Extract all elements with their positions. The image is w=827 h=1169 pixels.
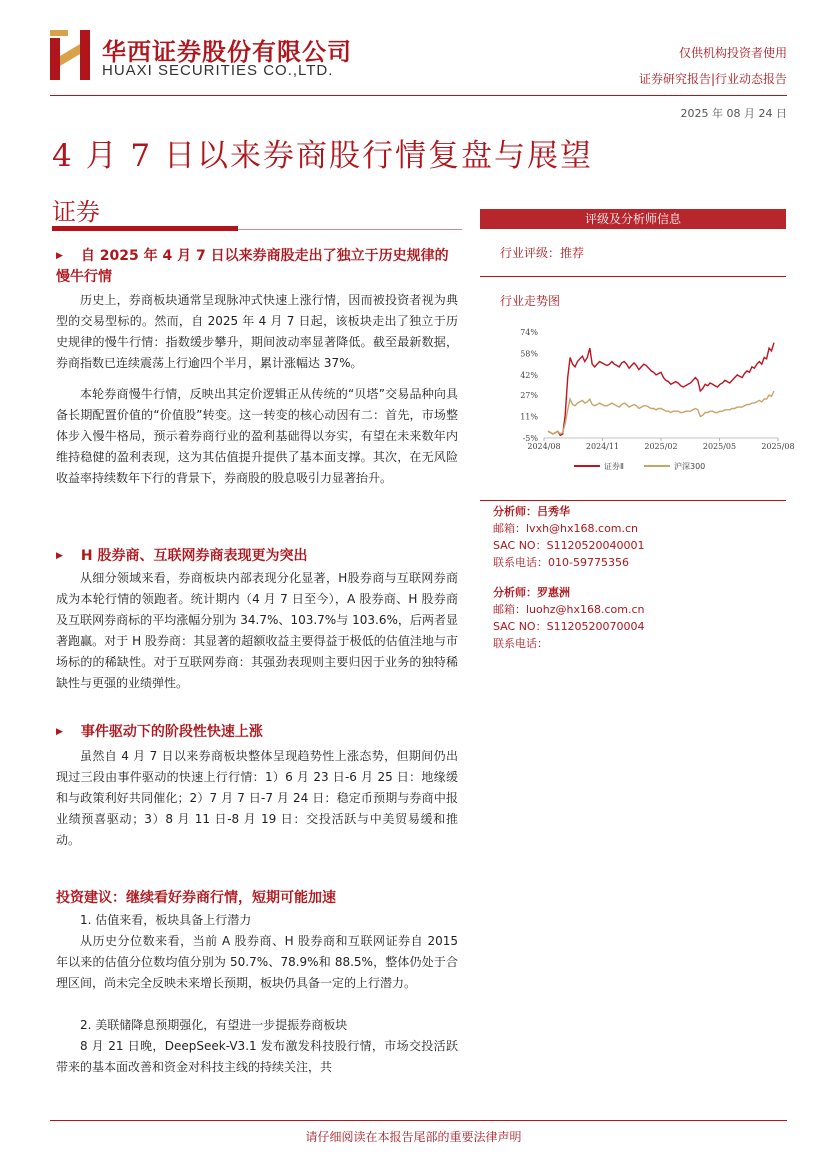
y-tick-label: 74% [520,328,538,337]
header-divider [50,95,787,96]
report-type: 证券研究报告|行业动态报告 [638,72,787,86]
y-tick-label: 11% [520,412,538,422]
analyst-card-1 [493,503,645,571]
x-tick-label: 2025/02 [644,442,678,451]
y-tick-label: 27% [520,391,538,401]
analyst-card-2 [493,584,645,652]
series-line-2 [548,391,774,434]
investment-paragraph-1: 从历史分位数来看，当前 A 股券商、H 股券商和互联网证券自 2015 年以来的估值分位数均值分别为 50.7%、78.9%和 88.5%，整体仍处于合理区间，尚未完全反映未来增长预期，板块仍具备一定的上行潜力。 [56,934,458,990]
legend-label: 沪深300 [674,462,706,471]
huaxi-logo-icon [50,30,94,80]
analyst-email: 邮箱：luohz@hx168.com.cn [493,603,645,616]
y-tick-label: -5% [522,434,538,443]
triangle-bullet-icon: ▶ [56,551,63,561]
legal-notice-footer: 请仔细阅读在本报告尾部的重要法律声明 [305,1130,522,1144]
analyst-email: 邮箱：lvxh@hx168.com.cn [493,522,639,535]
x-tick-label: 2025/05 [702,442,737,451]
y-tick-label: 58% [520,349,538,359]
investment-paragraph-2: 8 月 21 日晚，DeepSeek-V3.1 发布激发科技股行情，市场交投活跃带来的基本面改善和资金对科技主线的持续关注，共 [56,1039,458,1074]
section-heading-3: ▶ 事件驱动下的阶段性快速上涨 [56,722,456,743]
x-tick-label: 2024/11 [585,442,620,451]
company-logo [50,28,380,84]
triangle-bullet-icon: ▶ [56,251,63,261]
investment-point-2: 2. 美联储降息预期强化，有望进一步提振券商板块 [80,1018,348,1032]
investment-point-1: 1. 估值来看，板块具备上行潜力 [80,913,252,927]
section-heading-2: ▶ H 股券商、互联网券商表现更为突出 [56,546,456,567]
industry-trend-chart [488,320,795,480]
company-name-cn: 华西证券股份有限公司 [102,38,352,66]
legend-label: 证券Ⅱ [604,462,624,471]
sector-accent-bar [52,226,238,231]
section-1-paragraph-1: 历史上，券商板块通常呈现脉冲式快速上涨行情，因而被投资者视为典型的交易型标的。然而，自 2025 年 4 月 7 日起，该板块走出了独立于历史规律的慢牛行情：指数缓步攀升，期间波动率显著降低。截至最新数据，券商指数已连续震荡上行逾四个半月，累计涨幅达 37%。 [56,293,458,370]
sidebar-divider [480,500,786,501]
report-date: 2025 年 08 月 24 日 [680,107,787,120]
analyst-sac: SAC NO：S1120520070004 [493,620,645,633]
trend-chart-title: 行业走势图 [500,294,561,308]
analyst-sac: SAC NO：S1120520040001 [493,539,645,552]
audience-note: 仅供机构投资者使用 [678,46,787,60]
report-title: 4 月 7 日以来券商股行情复盘与展望 [52,138,594,174]
analyst-phone: 联系电话：010-59775356 [493,556,629,569]
x-tick-label: 2025/08 [761,442,795,451]
series-line-1 [548,343,774,436]
section-heading-1: ▶ 自 2025 年 4 月 7 日以来券商股走出了独立于历史规律的慢牛行情 [56,248,449,285]
section-1-paragraph-2: 本轮券商慢牛行情，反映出其定价逻辑正从传统的“贝塔”交易品种向具备长期配置价值的“价值股”转变。这一转变的核心动因有二：首先，市场整体步入慢牛格局，预示着券商行业的盈利基础得以夯实，有望在未来数年内维持稳健的盈利表现，这为其估值提升提供了基本面支撑。其次，在无风险收益率持续数年下行的背景下，券商股的股息吸引力显著抬升。 [56,387,458,485]
footer-divider [50,1120,787,1121]
investment-heading: 投资建议：继续看好券商行情，短期可能加速 [56,890,336,906]
analyst-name: 分析师：罗惠洲 [493,586,570,599]
industry-rating: 行业评级：推荐 [500,246,585,260]
section-2-paragraph-1: 从细分领域来看，券商板块内部表现分化显著，H股券商与互联网券商成为本轮行情的领跑者。统计期内（4 月 7 日至今），A 股券商、H 股券商及互联网券商标的平均涨幅分别为 34.7%、103.7%与 103.6%，后两者显著跑赢。对于 H 股券商：其显著的超额收益主要得益于极低的估值洼地与市场标的的稀缺性。对于互联网券商：其强劲表现则主要归因于业务的独特稀缺性与更强的业绩弹性。 [56,571,458,690]
triangle-bullet-icon: ▶ [56,727,63,737]
section-3-paragraph-1: 虽然自 4 月 7 日以来券商板块整体呈现趋势性上涨态势，但期间仍出现过三段由事件驱动的快速上行行情：1）6 月 23 日-6 月 25 日：地缘缓和与政策利好共同催化；2）7 月 7 日-7 月 24 日：稳定币预期与券商中报业绩预喜驱动；3）8 月 11 日-8 月 19 日：交投活跃与中美贸易缓和推动。 [56,749,458,847]
company-name-en: HUAXI SECURITIES CO.,LTD. [102,62,334,79]
x-tick-label: 2024/08 [527,442,561,451]
y-tick-label: 42% [520,370,538,380]
analyst-name: 分析师：吕秀华 [493,505,570,518]
sidebar-divider [480,276,786,277]
sector-label: 证券 [52,198,100,226]
sidebar-title: 评级及分析师信息 [480,209,786,229]
analyst-phone: 联系电话： [493,637,548,650]
